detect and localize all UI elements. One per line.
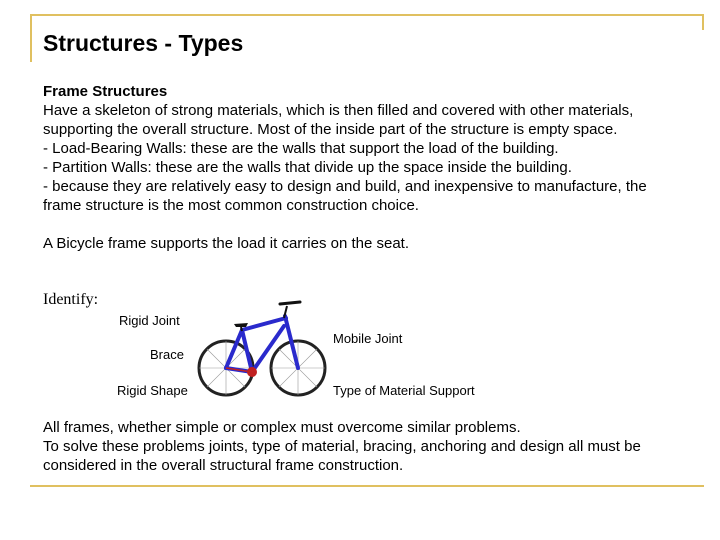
right-border-line	[702, 14, 704, 30]
label-rigid-shape: Rigid Shape	[117, 383, 188, 398]
slide-title: Structures - Types	[43, 30, 244, 56]
conclusion-text	[43, 418, 693, 475]
label-material-support: Type of Material Support	[333, 383, 475, 398]
label-brace: Brace	[150, 347, 184, 362]
top-border-line	[30, 14, 704, 16]
bike-seat	[234, 323, 248, 327]
body-text	[43, 82, 683, 253]
intro-paragraph: Have a skeleton of strong materials, which is then filled and covered with other materials, supporting the overall structure. Most of the inside part of the structure is empty space.	[43, 102, 634, 138]
left-border-line	[30, 14, 32, 62]
conclusion-line-2: To solve these problems joints, type of material, bracing, anchoring and design all must be considered in the overall structural frame construction.	[43, 438, 641, 474]
label-rigid-joint: Rigid Joint	[119, 313, 180, 328]
bullet-load-bearing: - Load-Bearing Walls: these are the walls that support the load of the building.	[43, 140, 559, 157]
identify-label: Identify:	[43, 291, 99, 308]
bicycle-image	[190, 290, 330, 405]
conclusion-line-1: All frames, whether simple or complex must overcome similar problems.	[43, 419, 521, 436]
section-heading: Frame Structures	[43, 83, 168, 100]
bottom-border-line	[30, 485, 704, 487]
label-mobile-joint: Mobile Joint	[333, 331, 403, 346]
bullet-common-choice: - because they are relatively easy to design and build, and inexpensive to manufacture, the frame structure is the most common construction choice.	[43, 178, 647, 214]
handlebar	[280, 302, 300, 304]
bicycle-line: A Bicycle frame supports the load it carries on the seat.	[43, 235, 410, 252]
bullet-partition: - Partition Walls: these are the walls that divide up the space inside the building.	[43, 159, 572, 176]
